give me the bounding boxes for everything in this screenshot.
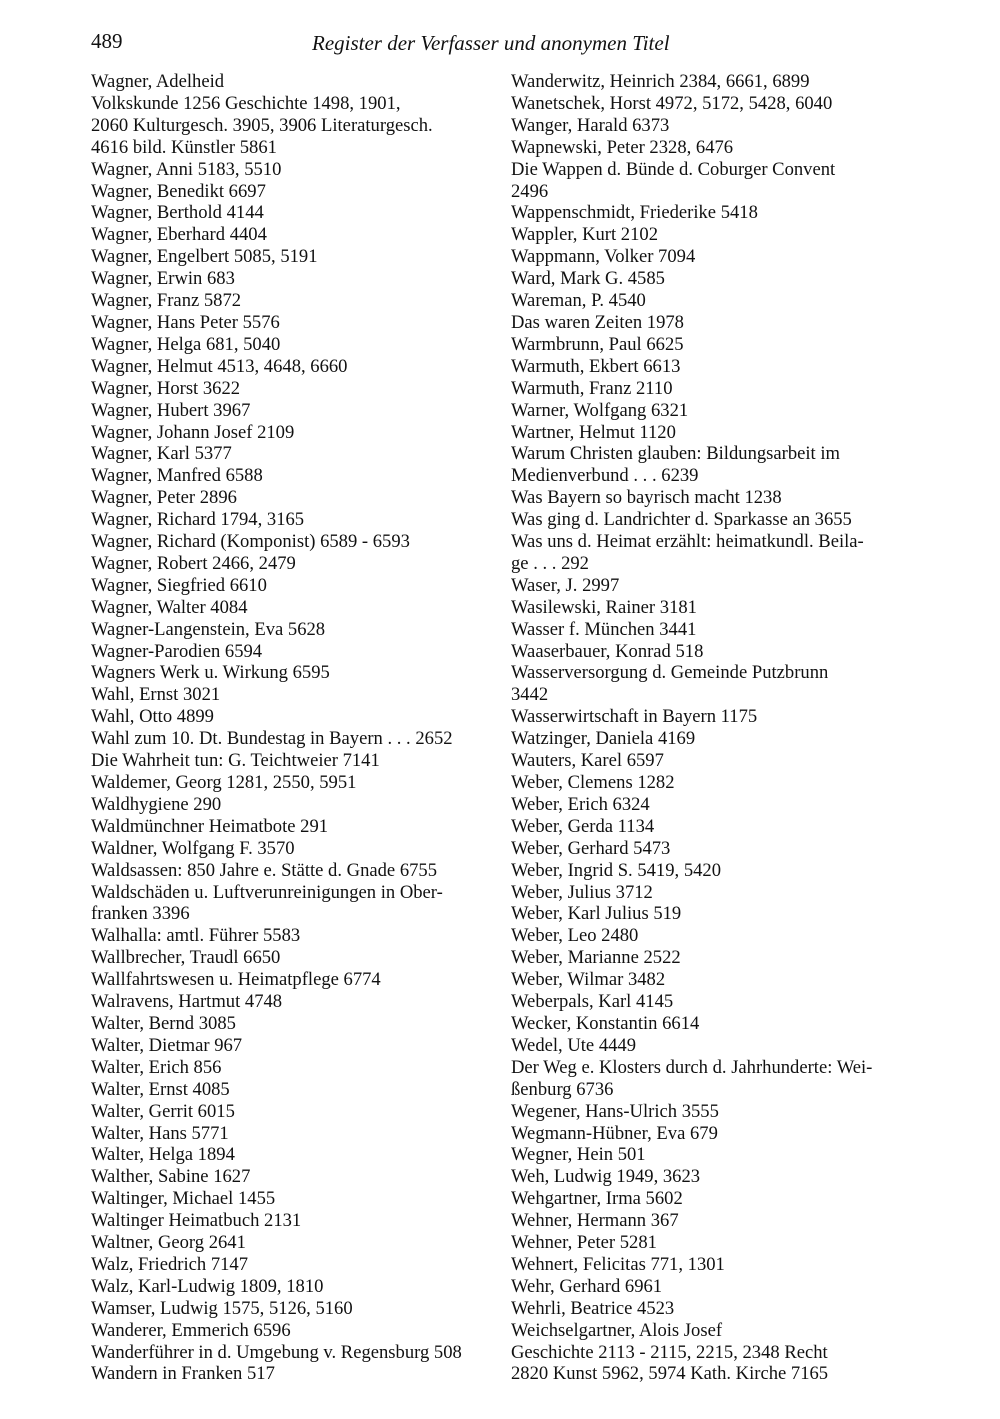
index-entry <box>91 1013 491 1035</box>
index-entry <box>91 71 491 159</box>
index-entry <box>511 356 911 378</box>
index-entry <box>511 334 911 356</box>
index-entry <box>91 1276 491 1298</box>
index-entry-heading: Wagner, Helmut 4513, 4648, 6660 <box>91 355 348 377</box>
index-entry-heading: Wartner, Helmut 1120 <box>511 421 676 443</box>
index-entry <box>511 246 911 268</box>
index-entry <box>91 290 491 312</box>
index-entry <box>91 1298 491 1320</box>
index-entry-continuation: ßenburg 6736 <box>511 1078 614 1100</box>
index-entry-heading: Weber, Karl Julius 519 <box>511 903 682 925</box>
index-entry-heading: Waldemer, Georg 1281, 2550, 5951 <box>91 772 357 793</box>
index-entry <box>511 1123 911 1145</box>
index-entry <box>91 662 491 684</box>
index-entry-heading: Waldmünchner Heimatbote 291 <box>91 815 329 837</box>
index-entry-heading: Walther, Sabine 1627 <box>91 1166 251 1188</box>
index-entry-heading: Wauters, Karel 6597 <box>511 750 664 772</box>
index-entry-heading: Wareman, P. 4540 <box>511 290 646 312</box>
index-entry-heading: Wehr, Gerhard 6961 <box>511 1275 663 1297</box>
index-entry-heading: Walter, Ernst 4085 <box>91 1078 230 1100</box>
index-entry <box>91 969 491 991</box>
index-entry <box>511 1144 911 1166</box>
index-entry-heading: Wagner, Walter 4084 <box>91 596 248 618</box>
index-entry-heading: Weber, Wilmar 3482 <box>511 969 666 991</box>
index-entry-heading: Walter, Gerrit 6015 <box>91 1100 235 1122</box>
index-entry <box>511 1210 911 1232</box>
index-entry-heading: Wasser f. München 3441 <box>511 618 697 640</box>
index-entry <box>91 816 491 838</box>
index-entry-heading: Die Wappen d. Bünde d. Coburger Convent <box>511 158 836 180</box>
index-entry-continuation: franken 3396 <box>91 903 190 925</box>
index-entry <box>91 378 491 400</box>
index-entry <box>91 838 491 860</box>
index-entry <box>91 1232 491 1254</box>
index-entry-heading: Waldner, Wolfgang F. 3570 <box>91 837 295 859</box>
index-entry <box>91 246 491 268</box>
index-entry <box>511 224 911 246</box>
index-entry-heading: Wagner, Adelheid <box>91 71 225 92</box>
index-entry-continuation: 2820 Kunst 5962, 5974 Kath. Kirche 7165 <box>511 1363 829 1385</box>
index-entry-heading: Weh, Ludwig 1949, 3623 <box>511 1166 701 1188</box>
index-entry-heading: Was uns d. Heimat erzählt: heimatkundl. Beila- <box>511 531 864 553</box>
index-entry <box>91 597 491 619</box>
index-entry-heading: Walter, Dietmar 967 <box>91 1034 243 1056</box>
index-entry-continuation: ge . . . 292 <box>511 552 589 574</box>
index-entry <box>511 268 911 290</box>
index-entry-heading: Walter, Erich 856 <box>91 1056 222 1078</box>
index-entry-heading: Wapnewski, Peter 2328, 6476 <box>511 136 734 158</box>
index-entry-heading: Watzinger, Daniela 4169 <box>511 728 696 750</box>
index-column-left <box>91 71 491 1385</box>
index-entry-continuation: 3442 <box>511 684 549 706</box>
index-entry-heading: Wagner, Peter 2896 <box>91 487 237 509</box>
index-entry <box>91 553 491 575</box>
index-entry <box>511 93 911 115</box>
index-entry-heading: Weichselgartner, Alois Josef <box>511 1319 723 1341</box>
index-entry <box>91 268 491 290</box>
index-entry-heading: Wehrli, Beatrice 4523 <box>511 1297 675 1319</box>
index-entry <box>511 422 911 444</box>
index-entry <box>511 400 911 422</box>
index-entry <box>511 969 911 991</box>
index-entry-heading: Wagner, Manfred 6588 <box>91 465 263 487</box>
index-entry <box>91 202 491 224</box>
index-entry <box>511 947 911 969</box>
index-entry <box>91 575 491 597</box>
index-entry <box>511 1013 911 1035</box>
index-entry <box>91 1079 491 1101</box>
index-entry <box>91 159 491 181</box>
index-entry-heading: Weber, Marianne 2522 <box>511 947 681 969</box>
index-entry <box>91 1254 491 1276</box>
index-entry <box>511 290 911 312</box>
index-entry <box>511 882 911 904</box>
index-entry <box>511 1035 911 1057</box>
index-entry-heading: Waldsassen: 850 Jahre e. Stätte d. Gnade 6755 <box>91 859 438 881</box>
index-entry <box>511 750 911 772</box>
index-entry-heading: Wanderführer in d. Umgebung v. Regensburg 508 <box>91 1341 462 1363</box>
index-entry-heading: Walhalla: amtl. Führer 5583 <box>91 925 301 947</box>
index-entry <box>91 400 491 422</box>
index-entry <box>511 312 911 334</box>
index-entry <box>91 531 491 553</box>
index-entry-heading: Der Weg e. Klosters durch d. Jahrhunderte: Wei- <box>511 1056 873 1078</box>
index-entry <box>91 465 491 487</box>
index-entry-heading: Wanderer, Emmerich 6596 <box>91 1319 291 1341</box>
index-entry-heading: Waltinger, Michael 1455 <box>91 1188 276 1210</box>
index-entry-heading: Wahl zum 10. Dt. Bundestag in Bayern . . . 2652 <box>91 728 453 750</box>
index-entry-heading: Waltinger Heimatbuch 2131 <box>91 1210 302 1232</box>
index-entry-heading: Weber, Erich 6324 <box>511 793 650 815</box>
index-entry <box>511 159 911 203</box>
index-entry-heading: Weber, Gerhard 5473 <box>511 837 671 859</box>
index-entry-heading: Das waren Zeiten 1978 <box>511 311 684 333</box>
index-entry <box>91 1035 491 1057</box>
index-entry-heading: Walter, Hans 5771 <box>91 1122 229 1144</box>
index-entry-heading: Die Wahrheit tun: G. Teichtweier 7141 <box>91 750 380 772</box>
index-entry-heading: Wallfahrtswesen u. Heimatpflege 6774 <box>91 969 381 991</box>
index-entry-heading: Wagner, Benedikt 6697 <box>91 180 266 202</box>
index-entry <box>91 1363 491 1385</box>
index-entry-continuation: 2496 <box>511 180 549 202</box>
index-entry <box>91 947 491 969</box>
index-entry <box>511 1166 911 1188</box>
index-entry <box>91 706 491 728</box>
index-entry <box>91 882 491 926</box>
index-column-right <box>511 71 911 1385</box>
index-entry <box>511 860 911 882</box>
index-entry <box>511 772 911 794</box>
index-entry <box>91 1188 491 1210</box>
index-entry-heading: Wehner, Hermann 367 <box>511 1210 679 1232</box>
index-entry <box>91 487 491 509</box>
index-entry <box>511 378 911 400</box>
index-entry-continuation: Medienverbund . . . 6239 <box>511 465 699 487</box>
index-entry-heading: Wagner, Eberhard 4404 <box>91 224 267 246</box>
index-entry-heading: Walz, Friedrich 7147 <box>91 1253 249 1275</box>
index-entry-heading: Walter, Bernd 3085 <box>91 1012 236 1034</box>
index-entry <box>91 334 491 356</box>
index-entry-heading: Warmbrunn, Paul 6625 <box>511 333 684 355</box>
index-entry <box>91 619 491 641</box>
index-entry <box>511 794 911 816</box>
index-entry-heading: Waltner, Georg 2641 <box>91 1232 246 1254</box>
index-entry-heading: Wagner, Engelbert 5085, 5191 <box>91 246 318 268</box>
index-entry <box>511 1276 911 1298</box>
index-entry-heading: Waldschäden u. Luftverunreinigungen in Ober- <box>91 881 443 903</box>
index-entry <box>91 422 491 444</box>
index-entry-heading: Wagner, Siegfried 6610 <box>91 574 267 596</box>
index-entry <box>91 750 491 772</box>
index-entry <box>511 509 911 531</box>
index-entry-continuation: Geschichte 2113 - 2115, 2215, 2348 Recht <box>511 1341 828 1363</box>
index-entry <box>91 641 491 663</box>
index-entry <box>511 1320 911 1386</box>
index-entry <box>511 838 911 860</box>
index-entry <box>511 531 911 575</box>
index-entry <box>511 71 911 93</box>
index-entry <box>91 1123 491 1145</box>
index-entry-heading: Wagner, Horst 3622 <box>91 377 241 399</box>
index-entry-heading: Warmuth, Franz 2110 <box>511 377 673 399</box>
index-entry-heading: Waser, J. 2997 <box>511 574 620 596</box>
index-entry-heading: Wasilewski, Rainer 3181 <box>511 596 697 618</box>
index-entry-heading: Wandern in Franken 517 <box>91 1363 275 1385</box>
index-entry-heading: Wehgartner, Irma 5602 <box>511 1188 683 1210</box>
index-entry-heading: Wedel, Ute 4449 <box>511 1034 637 1056</box>
index-entry <box>91 181 491 203</box>
index-entry <box>91 860 491 882</box>
index-entry-heading: Weber, Julius 3712 <box>511 881 653 903</box>
index-entry-heading: Waaserbauer, Konrad 518 <box>511 640 704 662</box>
index-entry-heading: Wahl, Otto 4899 <box>91 706 214 728</box>
running-title: Register der Verfasser und anonymen Titel <box>312 31 670 55</box>
index-entry <box>511 641 911 663</box>
index-entry-heading: Wappmann, Volker 7094 <box>511 246 696 268</box>
index-entry <box>91 1210 491 1232</box>
index-entry-heading: Wagner, Karl 5377 <box>91 443 232 465</box>
index-entry-continuation: 4616 bild. Künstler 5861 <box>91 136 277 158</box>
index-entry <box>511 903 911 925</box>
index-entry-heading: Walz, Karl-Ludwig 1809, 1810 <box>91 1275 324 1297</box>
index-entry <box>91 1101 491 1123</box>
index-entry-heading: Wamser, Ludwig 1575, 5126, 5160 <box>91 1297 353 1319</box>
index-entry-heading: Wagner, Richard 1794, 3165 <box>91 509 305 531</box>
index-entry <box>511 202 911 224</box>
index-entry <box>511 728 911 750</box>
index-entry <box>91 224 491 246</box>
index-entry-heading: Wagner-Langenstein, Eva 5628 <box>91 618 326 640</box>
index-entry <box>511 443 911 487</box>
index-entry <box>91 312 491 334</box>
index-entry <box>91 728 491 750</box>
index-entry-heading: Wegmann-Hübner, Eva 679 <box>511 1122 718 1144</box>
index-entry-heading: Warmuth, Ekbert 6613 <box>511 355 681 377</box>
index-entry-heading: Wahl, Ernst 3021 <box>91 684 221 706</box>
index-entry <box>511 706 911 728</box>
index-entry-heading: Wecker, Konstantin 6614 <box>511 1012 700 1034</box>
index-entry-heading: Was ging d. Landrichter d. Sparkasse an 3655 <box>511 509 852 531</box>
index-entry-heading: Wagner, Anni 5183, 5510 <box>91 158 282 180</box>
index-entry <box>511 1298 911 1320</box>
index-entry-heading: Wagner, Hubert 3967 <box>91 399 251 421</box>
index-entry-heading: Wagner-Parodien 6594 <box>91 640 263 662</box>
index-entry-heading: Wagner, Erwin 683 <box>91 268 235 290</box>
index-entry <box>91 1166 491 1188</box>
index-entry-heading: Walter, Helga 1894 <box>91 1144 235 1166</box>
index-entry-heading: Wappler, Kurt 2102 <box>511 224 658 246</box>
index-entry <box>91 1057 491 1079</box>
index-entry-heading: Warum Christen glauben: Bildungsarbeit im <box>511 443 841 465</box>
index-entry <box>511 487 911 509</box>
index-entry-heading: Wegner, Hein 501 <box>511 1144 646 1166</box>
index-entry <box>511 1188 911 1210</box>
index-entry <box>91 1144 491 1166</box>
index-entry <box>91 991 491 1013</box>
index-entry-heading: Wehnert, Felicitas 771, 1301 <box>511 1253 725 1275</box>
index-entry-heading: Weber, Ingrid S. 5419, 5420 <box>511 859 722 881</box>
index-entry <box>91 1320 491 1342</box>
index-entry <box>91 1342 491 1364</box>
index-entry <box>91 794 491 816</box>
index-entry-heading: Wehner, Peter 5281 <box>511 1232 657 1254</box>
index-entry <box>511 925 911 947</box>
index-entry <box>511 1101 911 1123</box>
index-entry <box>511 1254 911 1276</box>
index-entry-heading: Walravens, Hartmut 4748 <box>91 991 283 1013</box>
index-entry-continuation: Volkskunde 1256 Geschichte 1498, 1901, <box>91 92 401 114</box>
index-entry-heading: Waldhygiene 290 <box>91 793 222 815</box>
index-entry-heading: Weber, Leo 2480 <box>511 925 639 947</box>
index-entry <box>91 509 491 531</box>
index-entry-heading: Wasserwirtschaft in Bayern 1175 <box>511 706 758 728</box>
index-entry <box>91 772 491 794</box>
index-entry-heading: Weber, Gerda 1134 <box>511 815 655 837</box>
index-entry-heading: Wagner, Berthold 4144 <box>91 202 264 224</box>
index-entry-heading: Weberpals, Karl 4145 <box>511 991 674 1013</box>
index-entry-heading: Was Bayern so bayrisch macht 1238 <box>511 487 782 509</box>
index-entry-heading: Wegener, Hans-Ulrich 3555 <box>511 1100 719 1122</box>
index-entry-heading: Wagner, Johann Josef 2109 <box>91 421 295 443</box>
index-entry-heading: Weber, Clemens 1282 <box>511 772 675 793</box>
index-entry <box>91 684 491 706</box>
index-entry-heading: Wappenschmidt, Friederike 5418 <box>511 202 758 224</box>
index-entry <box>511 575 911 597</box>
index-entry-heading: Wagner, Helga 681, 5040 <box>91 333 281 355</box>
index-entry <box>511 137 911 159</box>
index-entry-heading: Wanderwitz, Heinrich 2384, 6661, 6899 <box>511 71 810 92</box>
index-entry <box>91 356 491 378</box>
index-entry-heading: Wasserversorgung d. Gemeinde Putzbrunn <box>511 662 829 684</box>
index-entry <box>511 991 911 1013</box>
index-entry-continuation: 2060 Kulturgesch. 3905, 3906 Literaturgesch. <box>91 114 433 136</box>
index-entry <box>511 597 911 619</box>
page-number: 489 <box>91 29 123 53</box>
index-entry <box>511 816 911 838</box>
index-entry-heading: Wagner, Franz 5872 <box>91 290 242 312</box>
index-entry-heading: Wagner, Richard (Komponist) 6589 - 6593 <box>91 531 410 553</box>
index-entry-heading: Wagner, Robert 2466, 2479 <box>91 552 296 574</box>
index-entry <box>511 1057 911 1101</box>
index-entry <box>511 662 911 706</box>
index-entry-heading: Wagner, Hans Peter 5576 <box>91 311 280 333</box>
index-entry-heading: Wanger, Harald 6373 <box>511 114 670 136</box>
index-entry <box>511 619 911 641</box>
index-entry-heading: Wagners Werk u. Wirkung 6595 <box>91 662 330 684</box>
index-entry <box>91 443 491 465</box>
index-entry-heading: Warner, Wolfgang 6321 <box>511 399 689 421</box>
index-entry-heading: Wallbrecher, Traudl 6650 <box>91 947 281 969</box>
index-entry <box>511 1232 911 1254</box>
index-entry <box>511 115 911 137</box>
index-entry-heading: Wanetschek, Horst 4972, 5172, 5428, 6040 <box>511 92 833 114</box>
index-entry <box>91 925 491 947</box>
index-entry-heading: Ward, Mark G. 4585 <box>511 268 665 290</box>
